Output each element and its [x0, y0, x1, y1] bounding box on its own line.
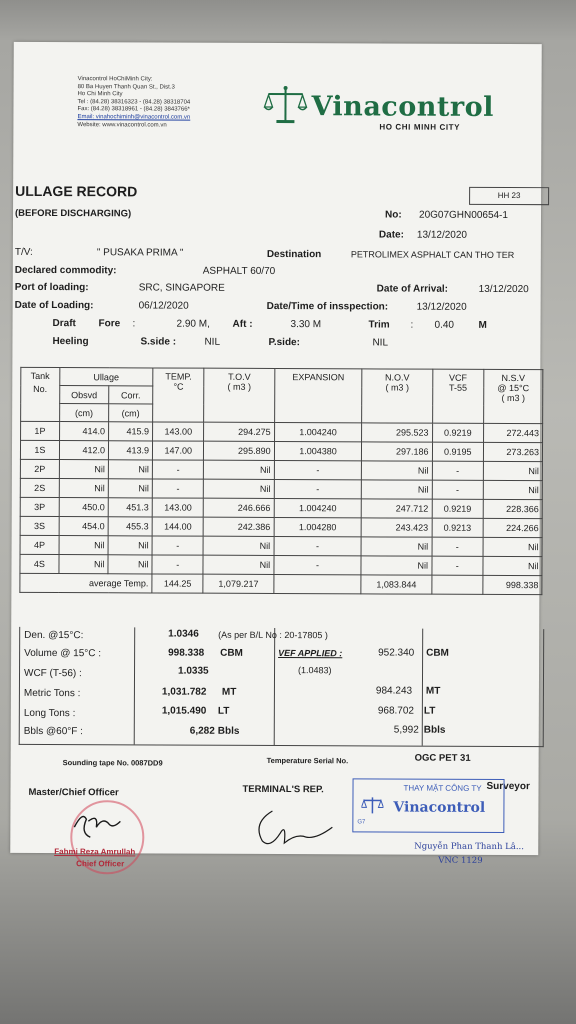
table-cell: 147.00: [152, 441, 204, 460]
table-cell: Nil: [108, 460, 152, 479]
surveyor-name: Nguyễn Phan Thanh Lâ...: [414, 841, 524, 853]
table-cell: Nil: [59, 536, 108, 555]
company-address: Vinacontrol HoChiMinh City: 80 Ba Huyen Thanh Quan St., Dist.3 Ho Chi Minh City Tel : (84.28) 38316323 - (84.28) 38318704 Fax: (84.28) 38318961 - (84.28) 3843766* Email: vinahochiminh@vinacontrol.com.vn Website: www.vinacontrol.com.vn: [77, 76, 191, 129]
col-header-vcf: VCF: [449, 372, 468, 383]
table-row: [20, 497, 542, 518]
table-cell: 1P: [21, 421, 60, 440]
table-cell: Nil: [59, 555, 108, 574]
long-tons-result-unit: LT: [423, 705, 436, 717]
col-header-ullage: Ullage: [60, 368, 153, 386]
col-header-no: No.: [33, 383, 48, 395]
table-cell: -: [274, 536, 362, 555]
table-cell: 451.3: [108, 498, 152, 517]
table-cell: 272.443: [484, 423, 543, 442]
commodity-label: Declared commodity:: [14, 264, 117, 277]
barrels-unit: Bbls: [217, 725, 240, 737]
draft-label: Draft: [52, 318, 76, 330]
table-cell: 242.386: [204, 517, 274, 536]
barrels-label: Bbls @60°F :: [23, 725, 83, 738]
terminal-signature: [246, 803, 338, 851]
tv-value: " PUSAKA PRIMA ": [96, 247, 184, 259]
inspection-label: Date/Time of insspection:: [266, 300, 389, 313]
long-tons-label: Long Tons :: [23, 707, 76, 720]
table-cell: 3P: [20, 497, 59, 516]
port-label: Port of loading:: [14, 281, 89, 294]
table-row: [21, 421, 543, 442]
date-value: 13/12/2020: [416, 229, 468, 241]
table-cell: 1.004240: [274, 422, 362, 441]
density-value: 1.0346: [168, 628, 199, 640]
reference-box: HH 23: [469, 187, 549, 205]
table-cell: Nil: [483, 556, 542, 575]
trim-value: 0.40: [434, 319, 455, 331]
col-header-corr: Corr.: [109, 386, 153, 404]
table-cell: -: [274, 479, 362, 498]
trim-label: Trim: [368, 319, 390, 331]
table-cell: 1S: [20, 440, 59, 459]
table-cell: Nil: [59, 479, 108, 498]
nsv-total: 998.338: [483, 575, 542, 594]
destination-label: Destination: [266, 248, 322, 261]
table-cell: 450.0: [59, 498, 108, 517]
stamp-logo: Vinacontrol: [393, 799, 486, 816]
table-cell: -: [432, 537, 484, 556]
table-cell: Nil: [483, 461, 542, 480]
table-row: [20, 516, 542, 537]
table-cell: 295.523: [362, 423, 432, 442]
tank-rows: [20, 421, 543, 575]
metric-tons-unit: MT: [221, 686, 237, 698]
table-cell: Nil: [59, 460, 108, 479]
table-cell: 295.890: [204, 441, 274, 460]
no-value: 20G07GHN00654-1: [418, 209, 508, 222]
ullage-record-document: Vinacontrol HoChiMinh City: 80 Ba Huyen Thanh Quan St., Dist.3 Ho Chi Minh City Tel : (84.28) 38316323 - (84.28) 38318704 Fax: (84.28) 38318961 - (84.28) 3843766* Email: vinahochiminh@vinacontrol.com.vn Website: www.vinacontrol.com.vn Vinacontrol HO CHI MINH CITY ULLAGE RECORD (BEFORE DISCHARGING) HH 23 No: 20G07GHN00654-1 Date: 13/12/2020 T/V: " PUSAKA PRIMA " Destination PETROLIMEX ASPHALT CAN THO TER Declared commodity: ASPHALT 60/70 Port of loading: SRC, SINGAPORE Date of Arrival: 13/12/2020 Date of Loading: 06/12/2020 Date/Time of insspection: 13/12/2020 Draft Fore : 2.90 M, Aft : 3.30 M Trim : 0.40 M Heeling S.side : NIL P.side: NIL Tank No. Ullage TEMP. °C T.O.V ( m3 ) EXPANSION N.O.V ( m3 ) VCF T-55 N.S.V @ 15°C ( m3 ) Obsvd Corr. (cm) (cm) 1P 414.0 415.9 143.00 294.275 1.004240 295.523 0.9219 272.443 1S 412.0 413.9 147.00 295.890 1.004380 297.186 0.9195 273.263 2P Nil Nil - Nil - Nil - Nil 2S Nil Nil - Nil - Nil - Nil 3P 450.0 451.3 143.00 246.666 1.004240 247.712 0.9219 228.366 3S 454.0 455.3 144.00 242.386 1.004280 243.423 0.9213 224.266 4P Nil Nil - Nil - Nil - Nil 4S Nil Nil - Nil - Nil - Nil average Temp. 144.25 1,079.217 1,083.844 998.338 Den. @15°C: 1.0346 (As per B/L No : 20-17805 ) Volume @ 15°C : 998.338 CBM VEF APPLIED : 952.340 CBM (1.0483) WCF (T-56) : 1.0335 Metric Tons : 1,031.782 MT 984.243 MT Long Tons : 1,015.490 LT 968.702 LT Bbls @60°F : 6,282 Bbls 5,992 Bbls Sounding tape No. 0087DD9 Temperature Serial No. OGC PET 31 Master/Chief Officer TERMINAL'S REP. Fahmi Reza Amrullah Chief Officer Surveyor THAY MẶT CÔNG TY Vinacontrol G7 Nguyễn Phan Thanh Lâ... VNC 1129: [10, 42, 542, 855]
table-cell: 228.366: [483, 499, 542, 518]
starboard-side-label: S.side :: [140, 336, 177, 348]
barrels-result: 5,992: [393, 724, 419, 736]
table-cell: 454.0: [59, 517, 108, 536]
table-cell: Nil: [361, 556, 431, 575]
aft-value: 3.30 M: [290, 319, 322, 331]
col-header-tov: T.O.V: [228, 371, 251, 382]
sounding-tape: Sounding tape No. 0087DD9: [62, 758, 163, 768]
table-cell: Nil: [204, 536, 274, 555]
inspection-value: 13/12/2020: [416, 301, 467, 313]
logo-name: Vinacontrol: [311, 91, 494, 123]
table-cell: 246.666: [204, 498, 274, 517]
arrival-label: Date of Arrival:: [376, 283, 449, 295]
metric-tons-label: Metric Tons :: [23, 687, 81, 700]
wcf-label: WCF (T-56) :: [23, 667, 82, 680]
ogc-reference: OGC PET 31: [414, 752, 471, 764]
vef-unit: CBM: [426, 647, 449, 659]
vef-label: VEF APPLIED :: [278, 648, 343, 659]
port-side-label: P.side:: [268, 336, 300, 349]
table-cell: Nil: [108, 555, 152, 574]
table-cell: 2P: [20, 459, 59, 478]
document-subtitle: (BEFORE DISCHARGING): [14, 207, 132, 220]
average-row: [20, 573, 542, 594]
col-header-temp-unit: °C: [173, 381, 184, 392]
col-header-tank: Tank: [30, 370, 50, 382]
logo-city: HO CHI MINH CITY: [379, 122, 461, 132]
table-cell: Nil: [108, 536, 152, 555]
stamp-scales-icon: [361, 795, 383, 815]
metric-tons-result: 984.243: [375, 685, 413, 697]
table-cell: -: [152, 536, 204, 555]
table-cell: 415.9: [109, 422, 153, 441]
volume-label: Volume @ 15°C :: [24, 647, 102, 660]
col-header-nsv: N.S.V: [501, 372, 526, 384]
table-cell: 224.266: [483, 518, 542, 537]
table-cell: Nil: [203, 555, 273, 574]
table-cell: 247.712: [362, 499, 432, 518]
surveyor-code: VNC 1129: [438, 855, 483, 866]
table-cell: Nil: [362, 461, 432, 480]
table-cell: 414.0: [59, 422, 108, 441]
table-cell: 143.00: [152, 498, 204, 517]
company-email: Email: vinahochiminh@vinacontrol.com.vn: [77, 114, 191, 121]
table-row: [20, 440, 542, 461]
col-header-expansion: EXPANSION: [274, 368, 362, 422]
aft-label: Aft :: [232, 318, 253, 330]
table-cell: Nil: [361, 537, 431, 556]
table-cell: 3S: [20, 516, 59, 535]
vef-result: 952.340: [378, 647, 415, 659]
ullage-table: Tank No. Ullage TEMP. °C T.O.V ( m3 ) EXPANSION N.O.V ( m3 ) VCF T-55 N.S.V @ 15°C ( m3 ) Obsvd Corr. (cm) (cm) 1P 414.0 415.9 143.00 294.275 1.004240 295.523 0.9219 272.443 1S 412.0 413.9 147.00 295.890 1.004380 297.186 0.9195 273.263 2P Nil Nil - Nil - Nil - Nil 2S Nil Nil - Nil - Nil - Nil 3P 450.0 451.3 143.00 246.666 1.004240 247.712 0.9219 228.366 3S 454.0 455.3 144.00 242.386 1.004280 243.423 0.9213 224.266 4P Nil Nil - Nil - Nil - Nil 4S Nil Nil - Nil - Nil - Nil average Temp. 144.25 1,079.217 1,083.844 998.338: [19, 367, 543, 595]
metric-tons-value: 1,031.782: [161, 686, 207, 698]
table-cell: Nil: [108, 479, 152, 498]
loading-date-value: 06/12/2020: [138, 300, 189, 312]
table-header-row: Tank No. Ullage TEMP. °C T.O.V ( m3 ) EXPANSION N.O.V ( m3 ) VCF T-55 N.S.V @ 15°C ( m3 ): [21, 367, 543, 387]
table-cell: -: [152, 460, 204, 479]
table-cell: -: [432, 480, 484, 499]
col-header-nov: N.O.V: [384, 372, 410, 383]
table-row: [20, 478, 542, 499]
terminal-label: TERMINAL'S REP.: [242, 783, 324, 796]
barrels-value: 6,282: [189, 725, 215, 737]
long-tons-value: 1,015.490: [161, 705, 207, 717]
col-header-obsvd: Obsvd: [59, 386, 108, 404]
table-row: [20, 554, 542, 575]
col-header-temp: TEMP.: [165, 371, 192, 382]
table-cell: -: [274, 555, 362, 574]
scales-icon: [263, 85, 307, 125]
table-cell: 273.263: [483, 442, 542, 461]
table-cell: 0.9219: [432, 423, 484, 442]
table-cell: 4P: [20, 535, 59, 554]
table-cell: Nil: [483, 537, 542, 556]
table-cell: 243.423: [361, 518, 431, 537]
company-website: Website: www.vinacontrol.com.vn: [77, 121, 167, 129]
table-cell: 294.275: [204, 422, 274, 441]
temperature-serial: Temperature Serial No.: [266, 755, 349, 766]
long-tons-result: 968.702: [377, 705, 415, 717]
nov-total: 1,083.844: [361, 575, 431, 594]
master-signature: [68, 807, 138, 843]
table-row: [20, 535, 542, 556]
barrels-result-unit: Bbls: [423, 724, 446, 736]
no-label: No:: [384, 209, 402, 221]
master-title: Chief Officer: [76, 859, 125, 869]
fore-label: Fore: [98, 318, 121, 330]
table-cell: 0.9219: [432, 499, 484, 518]
table-row: [20, 459, 542, 480]
long-tons-unit: LT: [217, 705, 230, 717]
arrival-value: 13/12/2020: [478, 283, 529, 296]
table-cell: 412.0: [59, 441, 108, 460]
summary-box: [19, 627, 545, 747]
heeling-label: Heeling: [52, 336, 89, 348]
surveyor-label: Surveyor: [486, 780, 530, 793]
table-cell: 143.00: [153, 422, 205, 441]
table-cell: 455.3: [108, 517, 152, 536]
tov-total: 1,079.217: [203, 574, 273, 593]
table-cell: Nil: [483, 480, 542, 499]
table-cell: 1.004380: [274, 441, 362, 460]
master-name: Fahmi Reza Amrullah: [54, 847, 136, 857]
volume-unit: CBM: [220, 647, 243, 659]
table-cell: 4S: [20, 554, 59, 573]
fore-value: 2.90 M,: [176, 318, 210, 330]
table-cell: Nil: [204, 479, 274, 498]
table-cell: -: [152, 479, 204, 498]
commodity-value: ASPHALT 60/70: [202, 265, 276, 277]
table-cell: -: [152, 555, 204, 574]
table-cell: Nil: [204, 460, 274, 479]
table-cell: 1.004280: [274, 517, 362, 536]
table-cell: -: [431, 556, 483, 575]
trim-unit: M: [478, 319, 487, 331]
table-cell: -: [432, 461, 484, 480]
volume-value: 998.338: [168, 647, 205, 659]
table-cell: Nil: [362, 480, 432, 499]
average-temp-value: 144.25: [152, 574, 204, 593]
table-cell: 413.9: [108, 441, 152, 460]
vef-value: (1.0483): [298, 665, 332, 676]
port-value: SRC, SINGAPORE: [138, 282, 225, 294]
table-cell: -: [274, 460, 362, 479]
surveyor-stamp: [352, 778, 504, 833]
destination-value: PETROLIMEX ASPHALT CAN THO TER: [350, 249, 515, 261]
date-label: Date:: [378, 229, 404, 241]
metric-tons-result-unit: MT: [425, 685, 441, 697]
table-cell: 297.186: [362, 442, 432, 461]
tv-label: T/V:: [14, 246, 33, 258]
stamp-line: THAY MẶT CÔNG TY: [403, 783, 482, 793]
loading-date-label: Date of Loading:: [14, 299, 94, 312]
master-label: Master/Chief Officer: [28, 786, 119, 799]
table-cell: 2S: [20, 478, 59, 497]
density-label: Den. @15°C:: [24, 629, 84, 642]
table-cell: 1.004240: [274, 498, 362, 517]
table-cell: 144.00: [152, 517, 204, 536]
port-side-value: NIL: [372, 337, 389, 349]
wcf-value: 1.0335: [178, 665, 209, 677]
document-title: ULLAGE RECORD: [15, 182, 138, 200]
company-name: Vinacontrol HoChiMinh City:: [77, 76, 153, 83]
table-cell: 0.9195: [432, 442, 484, 461]
density-note: (As per B/L No : 20-17805 ): [218, 629, 328, 641]
table-cell: 0.9213: [432, 518, 484, 537]
stamp-code: G7: [357, 819, 366, 826]
starboard-side-value: NIL: [204, 336, 221, 348]
average-temp-label: average Temp.: [20, 573, 152, 593]
